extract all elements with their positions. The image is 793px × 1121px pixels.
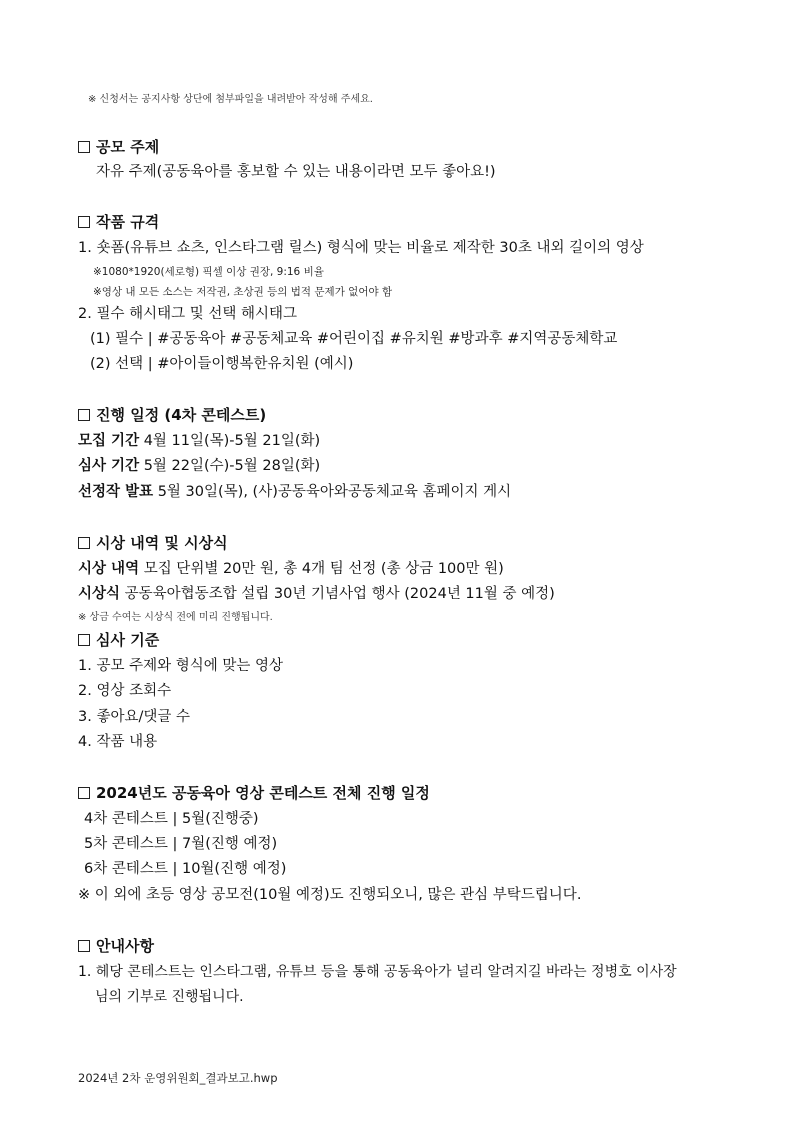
award-row-ceremony: 시상식 공동육아협동조합 설립 30년 기념사업 행사 (2024년 11월 중 예정): [78, 586, 555, 602]
spec-sub-1: ※1080*1920(세로형) 픽셀 이상 권장, 9:16 비율: [93, 266, 324, 278]
spec-tag-optional: (2) 선택 | #아이들이행복한유치원 (예시): [90, 356, 354, 372]
criteria-item: 3. 좋아요/댓글 수: [78, 709, 190, 725]
section-heading-schedule: 진행 일정 (4차 콘테스트): [78, 408, 266, 423]
award-row-prize: 시상 내역 모집 단위별 20만 원, 총 4개 팀 선정 (총 상금 100만 원): [78, 561, 504, 577]
checkbox-square-icon: [78, 216, 90, 228]
checkbox-square-icon: [78, 537, 90, 549]
info-item-1-line-2: 님의 기부로 진행됩니다.: [95, 989, 244, 1005]
spec-item-1: 1. 숏폼(유튜브 쇼츠, 인스타그램 릴스) 형식에 맞는 비율로 제작한 30초 내외 길이의 영상: [78, 240, 644, 256]
criteria-item: 4. 작품 내용: [78, 734, 158, 750]
schedule-row-announce: 선정작 발표 5월 30일(목), (사)공동육아와공동체교육 홈페이지 게시: [78, 484, 512, 500]
section-heading-award: 시상 내역 및 시상식: [78, 536, 228, 551]
info-item-1-line-1: 1. 헤당 콘테스트는 인스타그램, 유튜브 등을 통해 공동육아가 널리 알려지길 바라는 정병호 이사장: [78, 964, 677, 980]
checkbox-square-icon: [78, 141, 90, 153]
spec-sub-2: ※영상 내 모든 소스는 저작권, 초상권 등의 법적 문제가 없어야 함: [93, 286, 393, 298]
schedule-row-review: 심사 기간 5월 22일(수)-5월 28일(화): [78, 458, 321, 474]
checkbox-square-icon: [78, 634, 90, 646]
criteria-item: 1. 공모 주제와 형식에 맞는 영상: [78, 658, 283, 674]
overall-note: ※ 이 외에 초등 영상 공모전(10월 예정)도 진행되오니, 많은 관심 부탁드립니다.: [78, 887, 582, 903]
award-note: ※ 상금 수여는 시상식 전에 미리 진행됩니다.: [78, 612, 273, 623]
section-heading-overall: 2024년도 공동육아 영상 콘테스트 전체 진행 일정: [78, 786, 430, 801]
criteria-item: 2. 영상 조회수: [78, 683, 172, 699]
theme-body: 자유 주제(공동육아를 홍보할 수 있는 내용이라면 모두 좋아요!): [96, 164, 496, 180]
overall-item: 6차 콘테스트 | 10월(진행 예정): [84, 861, 287, 877]
checkbox-square-icon: [78, 787, 90, 799]
checkbox-square-icon: [78, 940, 90, 952]
schedule-row-recruit: 모집 기간 4월 11일(목)-5월 21일(화): [78, 433, 321, 449]
spec-tag-required: (1) 필수 | #공동육아 #공동체교육 #어린이집 #유치원 #방과후 #지역공동체학교: [90, 331, 618, 347]
overall-item: 4차 콘테스트 | 5월(진행중): [84, 811, 259, 827]
section-heading-theme: 공모 주제: [78, 140, 159, 155]
checkbox-square-icon: [78, 409, 90, 421]
section-heading-spec: 작품 규격: [78, 215, 159, 230]
section-heading-criteria: 심사 기준: [78, 633, 159, 648]
top-note: ※ 신청서는 공지사항 상단에 첨부파일을 내려받아 작성해 주세요.: [88, 94, 373, 105]
footer-filename: 2024년 2차 운영위원회_결과보고.hwp: [78, 1071, 278, 1085]
overall-item: 5차 콘테스트 | 7월(진행 예정): [84, 836, 278, 852]
spec-item-2: 2. 필수 해시태그 및 선택 해시태그: [78, 306, 297, 322]
section-heading-info: 안내사항: [78, 939, 154, 954]
